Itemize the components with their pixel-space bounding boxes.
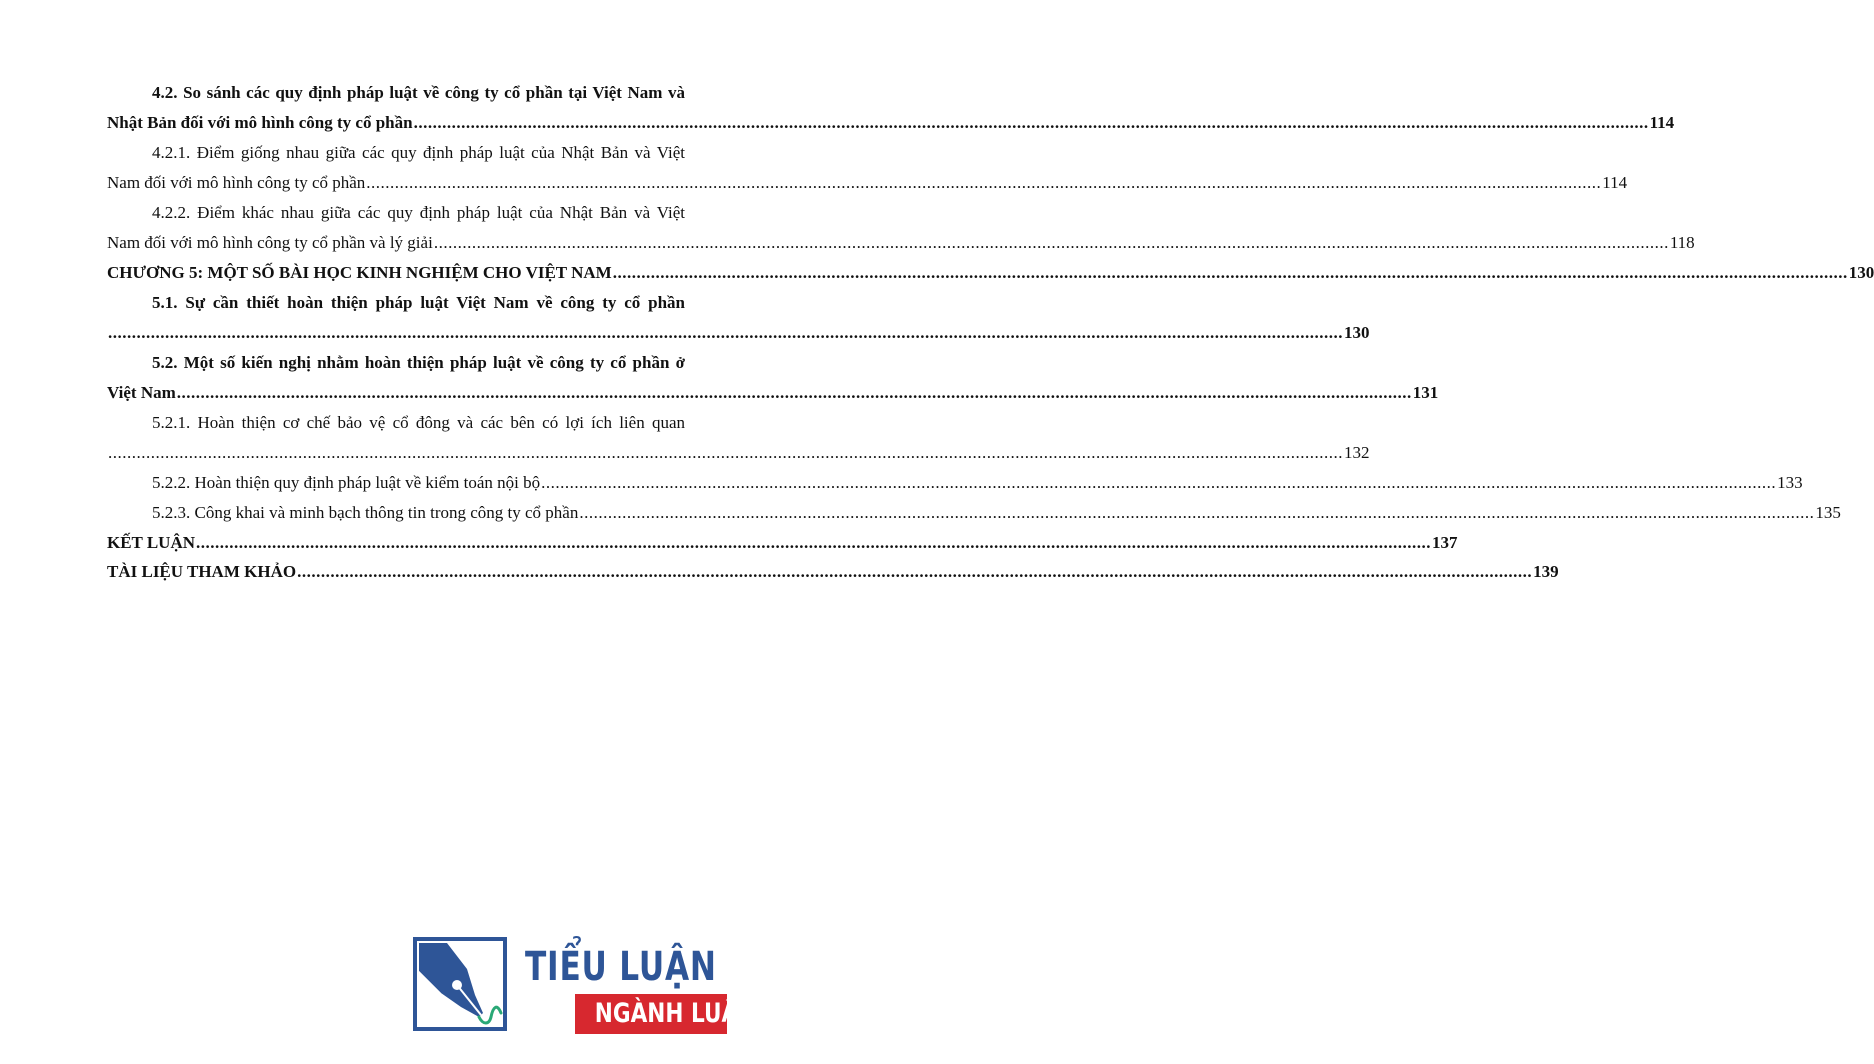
dot-leader [297, 557, 1532, 586]
page-number: 131 [1412, 383, 1439, 402]
page-number: 132 [1344, 443, 1370, 462]
dot-leader [108, 318, 1343, 348]
dot-leader [177, 378, 1412, 408]
page-number: 137 [1432, 533, 1458, 552]
toc-entry-references[interactable] [107, 557, 1559, 586]
page-number: 135 [1815, 503, 1841, 522]
toc-entry-5-2-2[interactable] [107, 468, 1803, 498]
dot-leader [579, 498, 1814, 528]
logo-subtitle-text: NGÀNH LUẬT [594, 998, 753, 1029]
dot-leader [613, 258, 1848, 288]
logo-subtitle [575, 994, 753, 1034]
toc-entry-text: KẾT LUẬN [107, 533, 196, 552]
toc-entry-text: 5.2.3. Công khai và minh bạch thông tin trong công ty cổ phần [152, 503, 579, 522]
toc-entry-conclusion[interactable] [107, 528, 1458, 557]
toc-entry-4-2-line1[interactable]: 4.2. So sánh các quy định pháp luật về công ty cổ phần tại Việt Nam và [152, 83, 685, 102]
toc-entry-5-2-line2[interactable] [107, 378, 1439, 408]
toc-entry-text: Nam đối với mô hình công ty cổ phần và lý giải [107, 233, 433, 252]
toc-entry-5-2-3[interactable] [107, 498, 1841, 528]
toc-entry-4-2-line2[interactable] [107, 108, 1675, 138]
toc-entry-5-2-1-line2[interactable] [107, 438, 1370, 468]
toc-entry-chapter-5[interactable] [107, 258, 1874, 288]
toc-entry-text: Nhật Bản đối với mô hình công ty cổ phần [107, 113, 413, 132]
toc-entry-5-2-line1[interactable]: 5.2. Một số kiến nghị nhằm hoàn thiện pháp luật về công ty cổ phần ở [152, 353, 685, 372]
toc-entry-5-1-line2[interactable] [107, 318, 1370, 348]
fountain-pen-icon [413, 937, 507, 1031]
dot-leader [366, 168, 1601, 198]
toc-entry-text: TÀI LIỆU THAM KHẢO [107, 562, 297, 581]
dot-leader [541, 468, 1776, 498]
toc-entry-5-2-1-line1[interactable]: 5.2.1. Hoàn thiện cơ chế bảo vệ cổ đông và các bên có lợi ích liên quan [152, 413, 685, 432]
toc-entry-text: 5.2.2. Hoàn thiện quy định pháp luật về kiểm toán nội bộ [152, 473, 541, 492]
page-number: 114 [1649, 113, 1675, 132]
logo-title: TIỂU LUẬN [525, 944, 717, 990]
toc-entry-text: CHƯƠNG 5: MỘT SỐ BÀI HỌC KINH NGHIỆM CHO VIỆT NAM [107, 263, 612, 282]
toc-entry-5-1-line1[interactable]: 5.1. Sự cần thiết hoàn thiện pháp luật Việt Nam về công ty cổ phần [152, 293, 685, 312]
table-of-contents [107, 78, 1874, 586]
page-number: 114 [1602, 173, 1628, 192]
brand-logo [413, 937, 753, 1043]
page-number: 133 [1777, 473, 1803, 492]
toc-entry-4-2-1-line1[interactable]: 4.2.1. Điểm giống nhau giữa các quy định pháp luật của Nhật Bản và Việt [152, 143, 685, 162]
toc-entry-4-2-2-line1[interactable]: 4.2.2. Điểm khác nhau giữa các quy định pháp luật của Nhật Bản và Việt [152, 203, 685, 222]
toc-entry-text: Việt Nam [107, 383, 176, 402]
page-number: 130 [1344, 323, 1370, 342]
page-number: 139 [1533, 562, 1559, 581]
toc-entry-4-2-2-line2[interactable] [107, 228, 1695, 258]
page-number: 130 [1848, 263, 1874, 282]
dot-leader [108, 438, 1343, 468]
dot-leader [434, 228, 1669, 258]
toc-entry-4-2-1-line2[interactable] [107, 168, 1628, 198]
dot-leader [196, 528, 1431, 557]
toc-entry-text: Nam đối với mô hình công ty cổ phần [107, 173, 366, 192]
dot-leader [414, 108, 1649, 138]
page-number: 118 [1669, 233, 1695, 252]
